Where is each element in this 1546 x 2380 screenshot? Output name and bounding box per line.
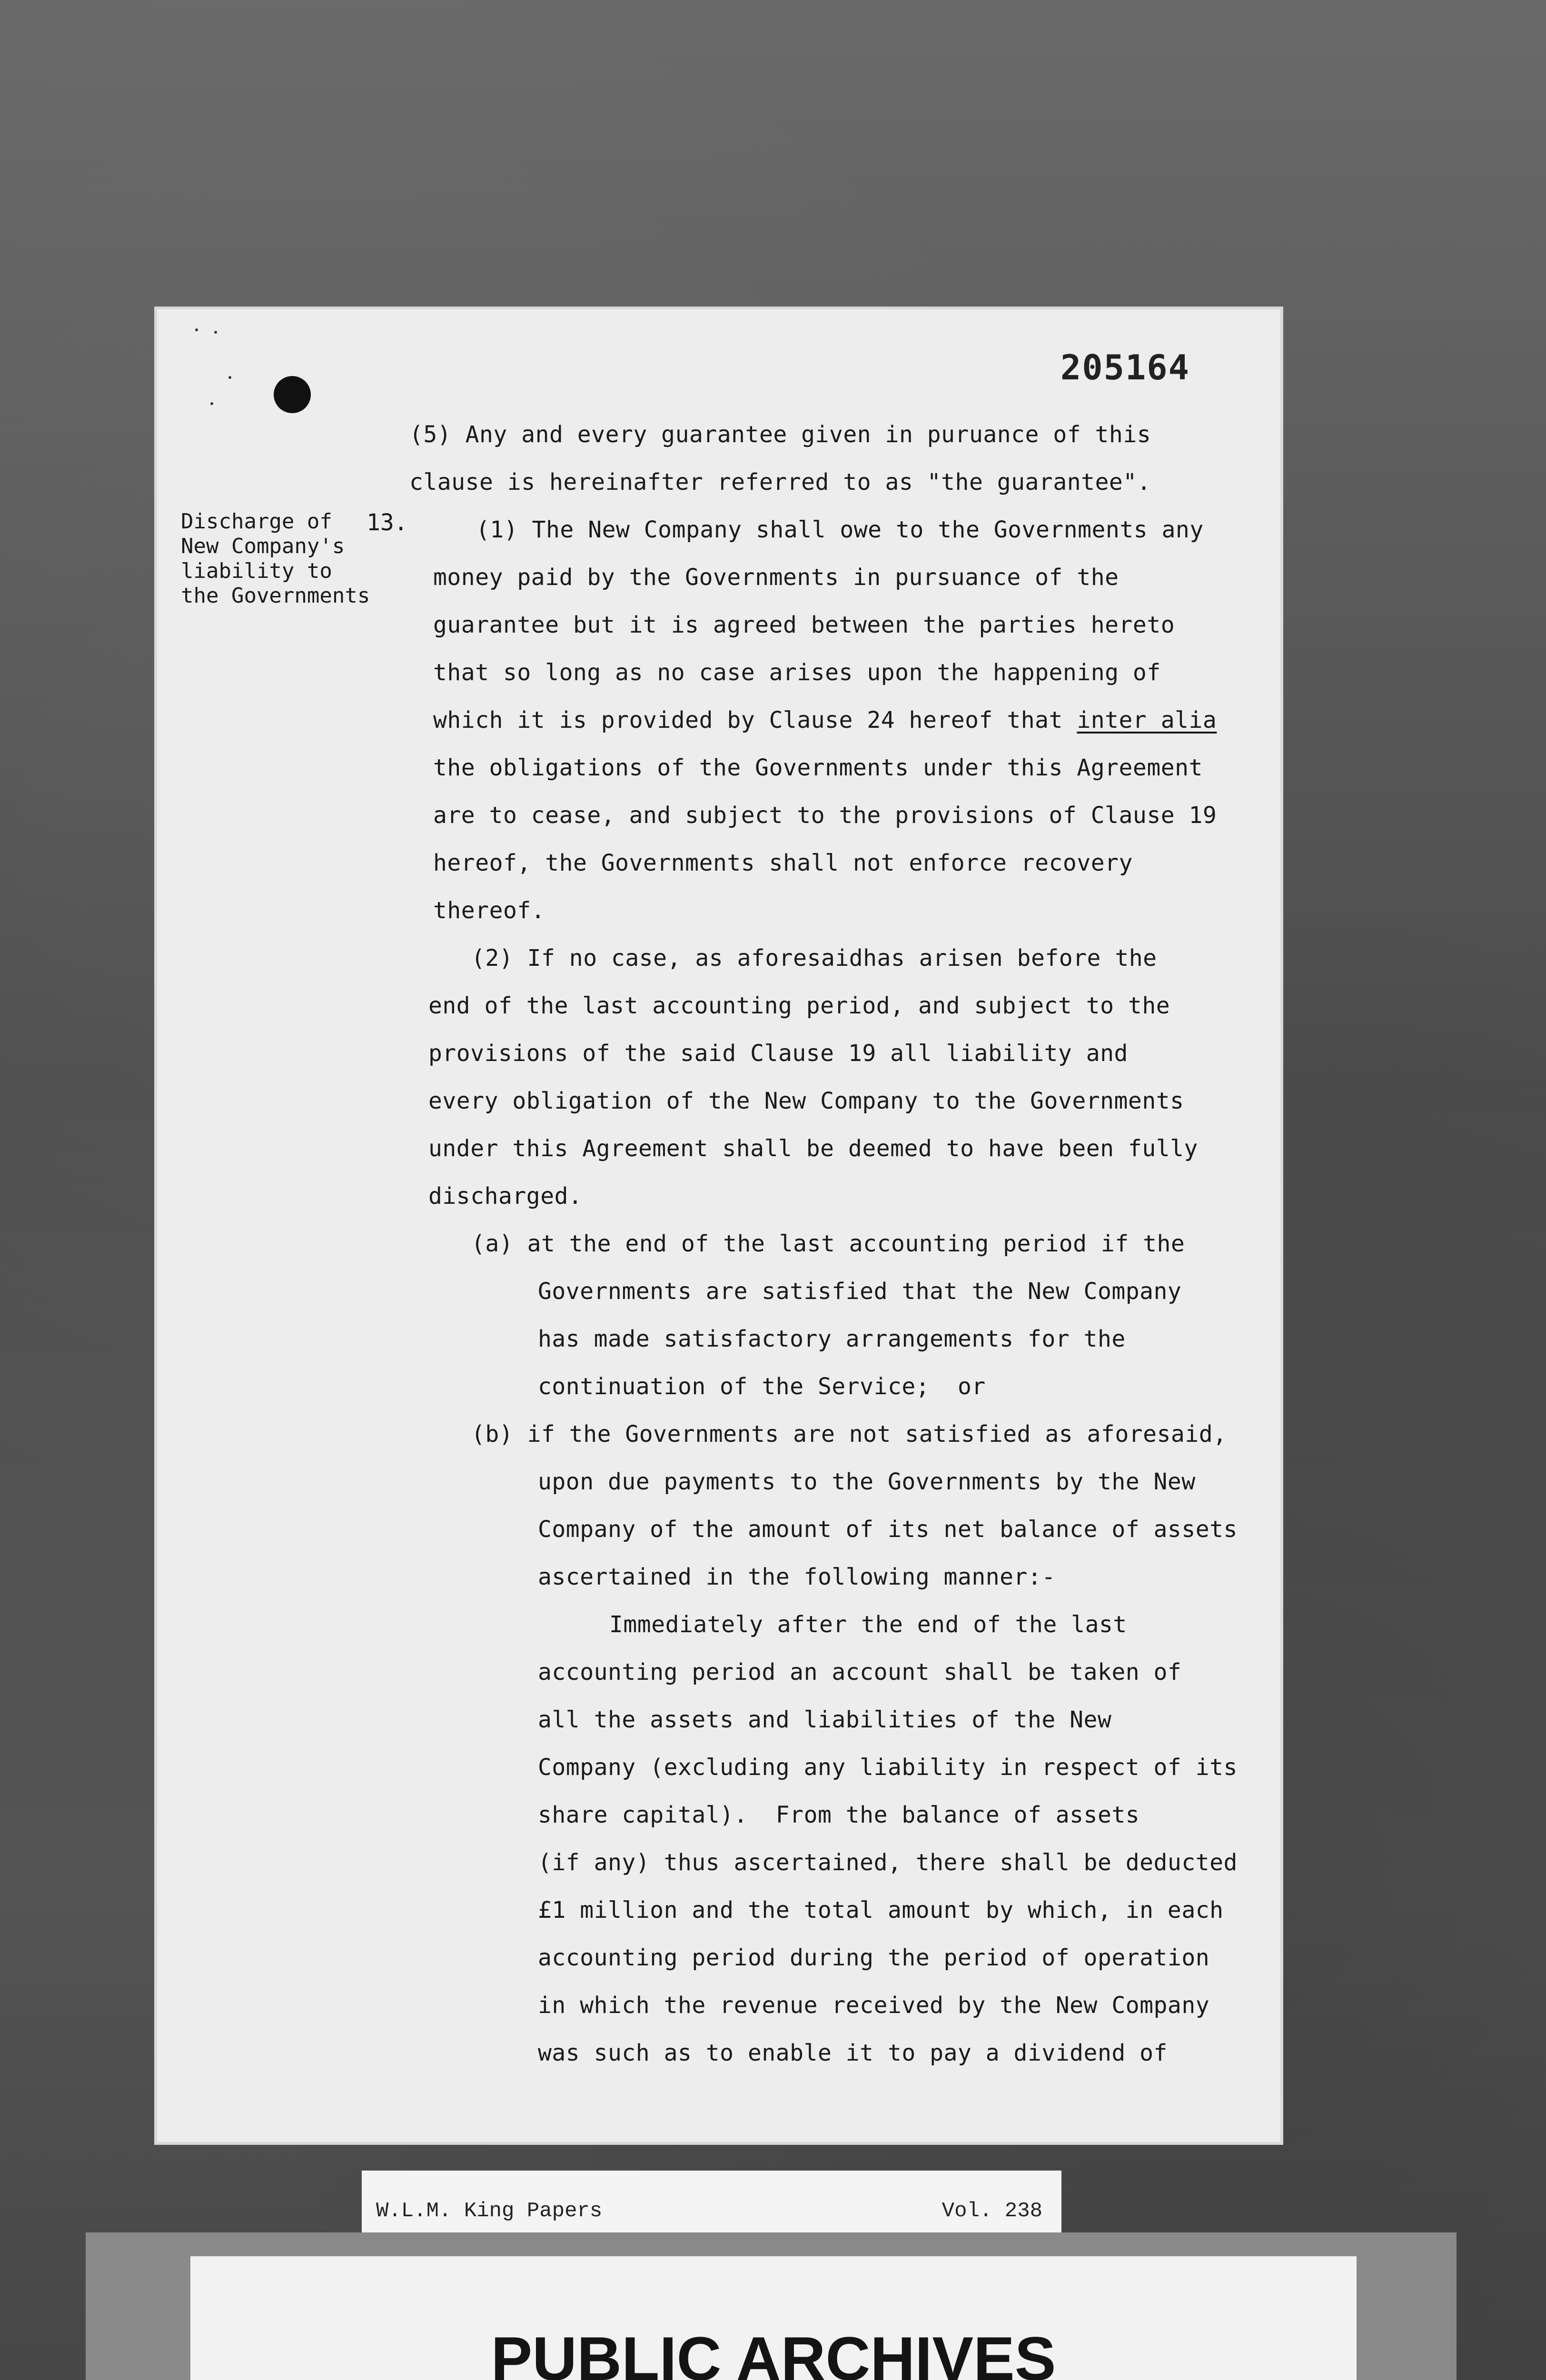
margin-note: Discharge of New Company's liability to the Governments [181, 509, 370, 608]
line-text: thereof. [433, 897, 545, 924]
line-text: (2) If no case, as aforesaidhas arisen before the [471, 945, 1157, 972]
text-line [428, 1088, 1184, 1114]
text-line [433, 754, 1203, 781]
line-text: upon due payments to the Governments by the New [538, 1468, 1196, 1495]
line-text: accounting period during the period of operation [538, 1944, 1210, 1971]
speck [214, 331, 217, 334]
line-text: (a) at the end of the last accounting period if the [471, 1230, 1185, 1257]
line-text: every obligation of the New Company to the Governments [428, 1088, 1184, 1114]
text-line [538, 1897, 1224, 1924]
text-line [538, 1278, 1181, 1305]
line-text: are to cease, and subject to the provisions of Clause 19 [433, 802, 1217, 829]
line-text: share capital). From the balance of assets [538, 1802, 1140, 1828]
line-text: in which the revenue received by the New Company [538, 1992, 1210, 2019]
line-text: was such as to enable it to pay a dividend of [538, 2040, 1168, 2066]
text-line [538, 1468, 1196, 1495]
line-text: money paid by the Governments in pursuance of the [433, 564, 1119, 591]
text-line [476, 516, 1204, 543]
line-text: guarantee but it is agreed between the parties hereto [433, 612, 1175, 638]
document-page [157, 309, 1280, 2142]
speck [228, 376, 231, 379]
text-line [609, 1611, 1127, 1638]
line-text: ascertained in the following manner:- [538, 1564, 1056, 1590]
line-text: hereof, the Governments shall not enforce recovery [433, 850, 1133, 876]
text-line [428, 1183, 582, 1210]
text-line [433, 850, 1133, 876]
text-line [433, 612, 1175, 638]
volume-number: Vol. 238 [941, 2199, 1042, 2223]
line-text: (1) The New Company shall owe to the Governments any [476, 516, 1204, 543]
text-line [433, 707, 1217, 734]
clause-number: 13. [367, 509, 408, 536]
text-line [538, 1849, 1238, 1876]
text-line [471, 1230, 1185, 1257]
collection-name: W.L.M. King Papers [376, 2199, 603, 2223]
line-text: which it is provided by Clause 24 hereof that [433, 707, 1077, 734]
line-text: (b) if the Governments are not satisfied as aforesaid, [471, 1421, 1227, 1448]
speck [195, 328, 198, 331]
line-text: the obligations of the Governments under this Agreement [433, 754, 1203, 781]
text-line [433, 564, 1119, 591]
text-line [538, 2040, 1168, 2066]
line-text: provisions of the said Clause 19 all liability and [428, 1040, 1128, 1067]
line-text: continuation of the Service; or [538, 1373, 986, 1400]
line-text: that so long as no case arises upon the happening of [433, 659, 1161, 686]
line-text: (5) Any and every guarantee given in puruance of this [409, 421, 1151, 448]
text-line [471, 1421, 1227, 1448]
text-line [538, 1802, 1140, 1828]
text-line [538, 1516, 1238, 1543]
archives-stamp [190, 2256, 1357, 2380]
text-line [538, 1944, 1209, 1971]
text-line [428, 1040, 1128, 1067]
page-number: 205164 [1060, 347, 1190, 387]
text-line [433, 659, 1161, 686]
line-text: end of the last accounting period, and subject to the [428, 992, 1170, 1019]
line-text: Immediately after the end of the last [609, 1611, 1127, 1638]
text-line [538, 1564, 1056, 1590]
text-line [538, 1326, 1126, 1352]
line-text: Company (excluding any liability in respect of its [538, 1754, 1238, 1781]
line-text: £1 million and the total amount by which, in each [538, 1897, 1224, 1924]
underlined-text: inter alia [1077, 707, 1217, 734]
text-line [538, 1992, 1209, 2019]
text-line [538, 1706, 1111, 1733]
text-line [428, 992, 1170, 1019]
line-text: under this Agreement shall be deemed to have been fully [428, 1135, 1198, 1162]
line-text: Governments are satisfied that the New Company [538, 1278, 1182, 1305]
speck [210, 402, 213, 405]
text-line [471, 945, 1157, 972]
text-line [409, 421, 1151, 448]
text-line [409, 469, 1151, 496]
text-line [538, 1659, 1181, 1686]
text-line [433, 897, 545, 924]
line-text: has made satisfactory arrangements for the [538, 1326, 1126, 1352]
line-text: (if any) thus ascertained, there shall be deducted [538, 1849, 1238, 1876]
text-line [538, 1754, 1238, 1781]
text-line [428, 1135, 1198, 1162]
line-text: accounting period an account shall be taken of [538, 1659, 1182, 1686]
line-text: clause is hereinafter referred to as "the guarantee". [409, 469, 1151, 496]
stamp-line-public-archives: PUBLIC ARCHIVES [491, 2324, 1056, 2380]
line-text: discharged. [428, 1183, 583, 1210]
hole-punch [274, 376, 311, 413]
text-line [433, 802, 1217, 829]
text-line [538, 1373, 986, 1400]
line-text: Company of the amount of its net balance of assets [538, 1516, 1238, 1543]
line-text: all the assets and liabilities of the New [538, 1706, 1112, 1733]
